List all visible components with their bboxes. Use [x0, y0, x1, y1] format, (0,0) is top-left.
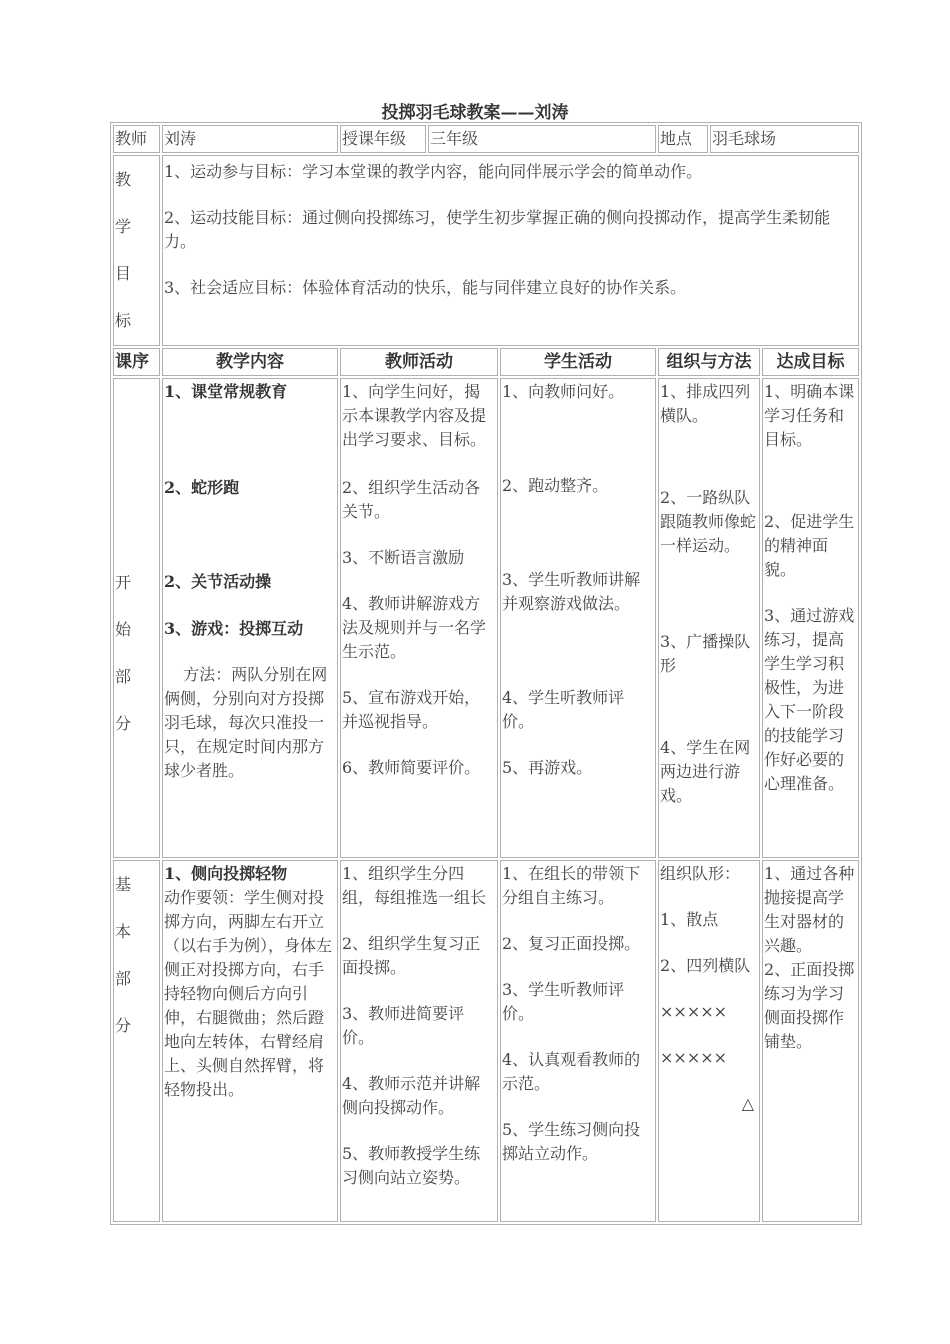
grade-value: 三年级	[428, 125, 656, 153]
header-order: 课序	[113, 348, 160, 376]
start-content-item: 3、游戏：投掷互动	[164, 619, 304, 638]
basic-label	[113, 860, 160, 1222]
basic-student-item: 3、学生听教师评价。	[502, 980, 625, 1023]
basic-teacher-item: 3、教师进简要评价。	[342, 1004, 465, 1047]
formation-row: ×××××	[660, 1002, 728, 1021]
place-value: 羽毛球场	[710, 125, 859, 153]
info-row	[113, 125, 859, 153]
basic-org-title: 组织队形：	[660, 864, 741, 883]
lesson-plan-table	[110, 122, 862, 1225]
goal-item: 3、社会适应目标：体验体育活动的快乐，能与同伴建立良好的协作关系。	[164, 278, 687, 297]
start-teacher-item: 5、宣布游戏开始，并巡视指导。	[342, 688, 481, 731]
page-title: 投掷羽毛球教案——刘涛	[381, 103, 569, 123]
basic-org-item: 1、散点	[660, 910, 719, 929]
goals-content	[162, 155, 859, 346]
teacher-name: 刘涛	[162, 125, 338, 153]
basic-section-row	[113, 860, 859, 1222]
basic-label-char: 本	[115, 922, 132, 941]
basic-goal-item: 2、正面投掷练习为学习侧面投掷作铺垫。	[764, 960, 855, 1051]
start-content-item: 1、课堂常规教育	[164, 382, 288, 401]
header-teacher: 教师活动	[340, 348, 498, 376]
basic-teacher-item: 5、教师教授学生练习侧向站立姿势。	[342, 1144, 481, 1187]
basic-label-char: 部	[115, 969, 132, 988]
start-goal	[762, 378, 859, 858]
goal-item: 2、运动技能目标：通过侧向投掷练习，使学生初步掌握正确的侧向投掷动作，提高学生柔韧能力。	[164, 208, 831, 251]
basic-student-item: 1、在组长的带领下分组自主练习。	[502, 864, 641, 907]
goals-label-char: 学	[115, 217, 132, 236]
start-goal-item: 1、明确本课学习任务和目标。	[764, 382, 855, 449]
start-student-item: 2、跑动整齐。	[502, 476, 609, 495]
basic-content	[162, 860, 338, 1222]
header-student: 学生活动	[500, 348, 656, 376]
start-label-char: 分	[115, 714, 132, 733]
start-label-char: 开	[115, 573, 132, 592]
header-content: 教学内容	[162, 348, 338, 376]
goals-label	[113, 155, 160, 346]
basic-student	[500, 860, 656, 1222]
start-section-row	[113, 378, 859, 858]
basic-org	[658, 860, 760, 1222]
start-teacher-item: 4、教师讲解游戏方法及规则并与一名学生示范。	[342, 594, 487, 661]
basic-goal	[762, 860, 859, 1222]
start-org-item: 4、学生在网两边进行游戏。	[660, 738, 751, 805]
start-method: 方法：两队分别在网俩侧，分别向对方投掷羽毛球，每次只准投一只，在规定时间内那方球少者胜。	[164, 665, 328, 780]
start-teacher-item: 1、向学生问好，揭示本课教学内容及提出学习要求、目标。	[342, 382, 487, 449]
basic-student-item: 4、认真观看教师的示范。	[502, 1050, 641, 1093]
start-content	[162, 378, 338, 858]
header-org: 组织与方法	[658, 348, 760, 376]
start-goal-item: 2、促进学生的精神面貌。	[764, 512, 855, 579]
teacher-label: 教师	[113, 125, 160, 153]
goals-label-char: 教	[115, 170, 132, 189]
start-label-char: 始	[115, 620, 132, 639]
basic-label-char: 分	[115, 1016, 132, 1035]
goals-row	[113, 155, 859, 346]
goals-label-char: 标	[115, 311, 132, 330]
start-content-item: 2、蛇形跑	[164, 478, 240, 497]
goal-item: 1、运动参与目标：学习本堂课的教学内容，能向同伴展示学会的简单动作。	[164, 162, 703, 181]
start-teacher	[340, 378, 498, 858]
start-student	[500, 378, 656, 858]
basic-teacher-item: 2、组织学生复习正面投掷。	[342, 934, 481, 977]
start-org-item: 2、一路纵队跟随教师像蛇一样运动。	[660, 488, 757, 555]
start-student-item: 3、学生听教师讲解并观察游戏做法。	[502, 570, 641, 613]
basic-teacher-item: 4、教师示范并讲解侧向投掷动作。	[342, 1074, 481, 1117]
start-goal-item: 3、通过游戏练习，提高学生学习积极性，为进入下一阶段的技能学习作好必要的心理准备。	[764, 606, 855, 793]
start-student-item: 4、学生听教师评价。	[502, 688, 625, 731]
grade-label: 授课年级	[340, 125, 426, 153]
basic-label-char: 基	[115, 875, 132, 894]
start-org-item: 1、排成四列横队。	[660, 382, 751, 425]
teacher-position-mark: △	[741, 1094, 755, 1113]
start-org	[658, 378, 760, 858]
start-label	[113, 378, 160, 858]
basic-teacher	[340, 860, 498, 1222]
start-student-item: 5、再游戏。	[502, 758, 593, 777]
basic-content-title: 1、侧向投掷轻物	[164, 864, 288, 883]
start-org-item: 3、广播操队形	[660, 632, 751, 675]
start-student-item: 1、向教师问好。	[502, 382, 625, 401]
basic-content-text: 动作要领：学生侧对投掷方向，两脚左右开立（以右手为例），身体左侧正对投掷方向，右手持轻物向侧后方向引伸，右腿微曲；然后蹬地向左转体，右臂经肩上、头侧自然挥臂，将轻物投出。	[164, 888, 333, 1099]
basic-org-item: 2、四列横队	[660, 956, 751, 975]
basic-student-item: 2、复习正面投掷。	[502, 934, 641, 953]
basic-goal-item: 1、通过各种抛接提高学生对器材的兴趣。	[764, 864, 855, 955]
place-label: 地点	[658, 125, 708, 153]
basic-teacher-item: 1、组织学生分四组，每组推选一组长	[342, 864, 487, 907]
basic-student-item: 5、学生练习侧向投掷站立动作。	[502, 1120, 641, 1163]
start-label-char: 部	[115, 667, 132, 686]
goals-label-char: 目	[115, 264, 132, 283]
start-content-item: 2、关节活动操	[164, 572, 272, 591]
start-teacher-item: 6、教师简要评价。	[342, 758, 481, 777]
formation-row: ×××××	[660, 1048, 728, 1067]
header-row	[113, 348, 859, 376]
start-teacher-item: 2、组织学生活动各关节。	[342, 478, 481, 521]
header-goal: 达成目标	[762, 348, 859, 376]
start-teacher-item: 3、不断语言激励	[342, 548, 465, 567]
